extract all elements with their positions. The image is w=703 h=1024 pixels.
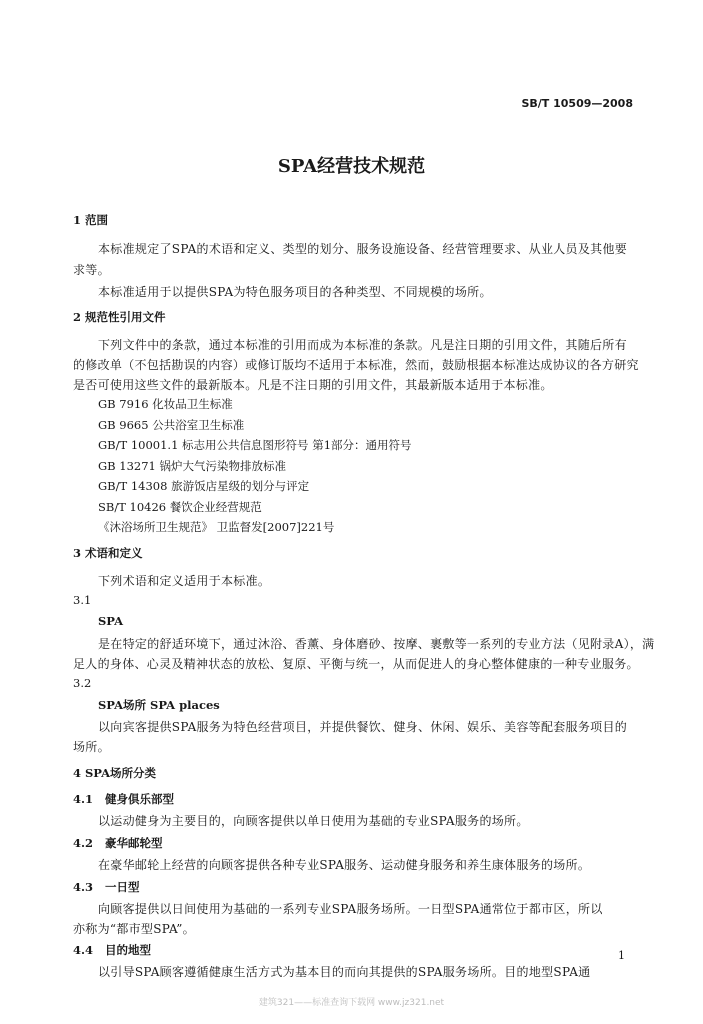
section-2-heading: 2 规范性引用文件: [73, 310, 166, 324]
term-definition-line: 足人的身体、心灵及精神状态的放松、复原、平衡与统一，从而促进人的身心整体健康的一种专业服务。: [73, 657, 639, 671]
subsection-number: 4.2: [73, 836, 94, 850]
subsection-text-line: 以运动健身为主要目的，向顾客提供以单日使用为基础的专业SPA服务的场所。: [98, 814, 529, 828]
reference-item: GB/T 10001.1 标志用公共信息图形符号 第1部分：通用符号: [98, 438, 412, 452]
term-number: 3.1: [73, 593, 92, 607]
subsection-heading: [73, 942, 151, 958]
subsection-number: 4.3: [73, 880, 94, 894]
section-1-paragraph-1-line-1: 本标准规定了SPA的术语和定义、类型的划分、服务设施设备、经营管理要求、从业人员及其他要: [98, 242, 628, 256]
term-number: 3.2: [73, 676, 92, 690]
section-2-intro-line-2: 的修改单（不包括勘误的内容）或修订版均不适用于本标准，然而，鼓励根据本标准达成协议的各方研究: [73, 358, 639, 372]
reference-item: SB/T 10426 餐饮企业经营规范: [98, 500, 262, 514]
section-4-heading: 4 SPA场所分类: [73, 766, 157, 780]
subsection-text-line: 在豪华邮轮上经营的向顾客提供各种专业SPA服务、运动健身服务和养生康体服务的场所。: [98, 858, 591, 872]
reference-item: 《沐浴场所卫生规范》 卫监督发[2007]221号: [98, 520, 335, 534]
subsection-text-line: 亦称为“都市型SPA”。: [73, 922, 195, 936]
subsection-title: 一日型: [105, 880, 140, 894]
term-definition-line: 是在特定的舒适环境下，通过沐浴、香薰、身体磨砂、按摩、裹敷等一系列的专业方法（见附录A），满: [98, 637, 655, 651]
section-3-heading: 3 术语和定义: [73, 546, 143, 560]
subsection-title: 健身俱乐部型: [105, 792, 175, 806]
term-definition-line: 以向宾客提供SPA服务为特色经营项目，并提供餐饮、健身、休闲、娱乐、美容等配套服务项目的: [98, 720, 628, 734]
subsection-title: 豪华邮轮型: [105, 836, 163, 850]
subsection-text-line: 以引导SPA顾客遵循健康生活方式为基本目的而向其提供的SPA服务场所。目的地型SPA通: [98, 965, 591, 979]
subsection-title: 目的地型: [105, 943, 152, 957]
document-title: SPA经营技术规范: [277, 156, 426, 177]
subsection-heading: [73, 879, 140, 895]
term-title: SPA场所 SPA places: [98, 698, 220, 712]
subsection-text-line: 向顾客提供以日间使用为基础的一系列专业SPA服务场所。一日型SPA通常位于都市区，所以: [98, 902, 603, 916]
section-1-paragraph-1-line-2: 求等。: [73, 263, 110, 277]
standard-code: SB/T 10509—2008: [521, 97, 633, 110]
subsection-number: 4.1: [73, 792, 94, 806]
section-1-paragraph-2: 本标准适用于以提供SPA为特色服务项目的各种类型、不同规模的场所。: [98, 285, 492, 299]
section-2-intro-line-1: 下列文件中的条款，通过本标准的引用而成为本标准的条款。凡是注日期的引用文件，其随后所有: [98, 338, 627, 352]
section-3-intro: 下列术语和定义适用于本标准。: [98, 574, 271, 588]
reference-item: GB/T 14308 旅游饭店星级的划分与评定: [98, 479, 310, 493]
subsection-number: 4.4: [73, 943, 94, 957]
reference-item: GB 7916 化妆品卫生标准: [98, 397, 233, 411]
subsection-heading: [73, 835, 163, 851]
term-title: SPA: [98, 614, 124, 628]
section-1-heading: 1 范围: [73, 213, 109, 227]
term-definition-line: 场所。: [73, 740, 110, 754]
subsection-heading: [73, 791, 174, 807]
reference-item: GB 9665 公共浴室卫生标准: [98, 418, 245, 432]
page-number: 1: [618, 949, 625, 962]
section-2-intro-line-3: 是否可使用这些文件的最新版本。凡是不注日期的引用文件，其最新版本适用于本标准。: [73, 378, 553, 392]
watermark-footer: 建筑321——标准查询下载网 www.jz321.net: [258, 998, 445, 1008]
reference-item: GB 13271 锅炉大气污染物排放标准: [98, 459, 287, 473]
